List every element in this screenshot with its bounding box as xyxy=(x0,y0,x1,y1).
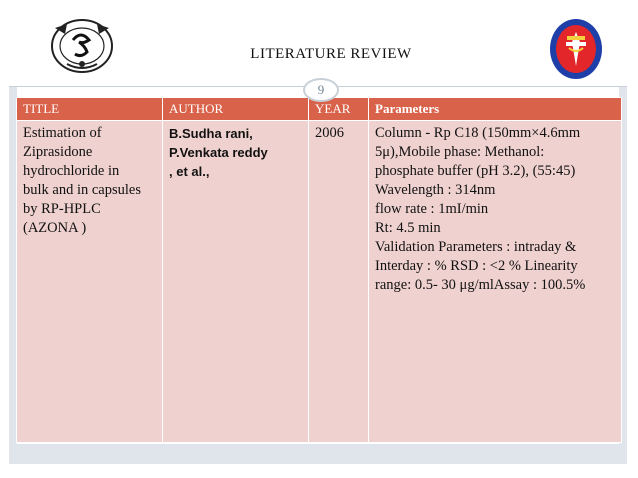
cell-year: 2006 xyxy=(309,121,369,443)
title-line: by RP-HPLC xyxy=(23,201,101,217)
parameter-line: Interday : % RSD : <2 % Linearity xyxy=(375,258,578,274)
parameter-line: 5μ),Mobile phase: Methanol: xyxy=(375,144,545,160)
title-line: hydrochloride in xyxy=(23,163,120,179)
parameter-line: Validation Parameters : intraday & xyxy=(375,239,577,255)
title-line: Estimation of xyxy=(23,125,102,141)
parameter-line: phosphate buffer (pH 3.2), (55:45) xyxy=(375,163,576,179)
cell-parameters xyxy=(369,121,622,443)
slide-title: LITERATURE REVIEW xyxy=(250,46,412,62)
table-row xyxy=(17,121,622,443)
parameter-line: Wavelength : 314nm xyxy=(375,182,496,198)
parameter-line: Rt: 4.5 min xyxy=(375,220,441,236)
university-seal-icon xyxy=(47,14,117,76)
column-header-title: TITLE xyxy=(17,98,163,121)
bottom-band xyxy=(9,444,627,464)
author-line: B.Sudha rani, xyxy=(169,126,253,141)
column-header-year: YEAR xyxy=(309,98,369,121)
title-line: (AZONA ) xyxy=(23,220,87,236)
author-line: , et al., xyxy=(169,164,210,179)
column-header-author: AUTHOR xyxy=(163,98,309,121)
title-line: bulk and in capsules xyxy=(23,182,141,198)
parameter-line: flow rate : 1mI/min xyxy=(375,201,489,217)
cell-title xyxy=(17,121,163,443)
slide-header xyxy=(9,6,627,87)
page-number-badge: 9 xyxy=(303,78,339,102)
parameter-line: range: 0.5- 30 μg/mlAssay : 100.5% xyxy=(375,277,586,293)
author-line: P.Venkata reddy xyxy=(169,145,268,160)
literature-table xyxy=(16,97,622,443)
college-emblem-icon xyxy=(549,18,603,80)
column-header-parameters: Parameters xyxy=(369,98,622,121)
title-line: Ziprasidone xyxy=(23,144,93,160)
parameter-line: Column - Rp C18 (150mm×4.6mm xyxy=(375,125,581,141)
cell-author xyxy=(163,121,309,443)
